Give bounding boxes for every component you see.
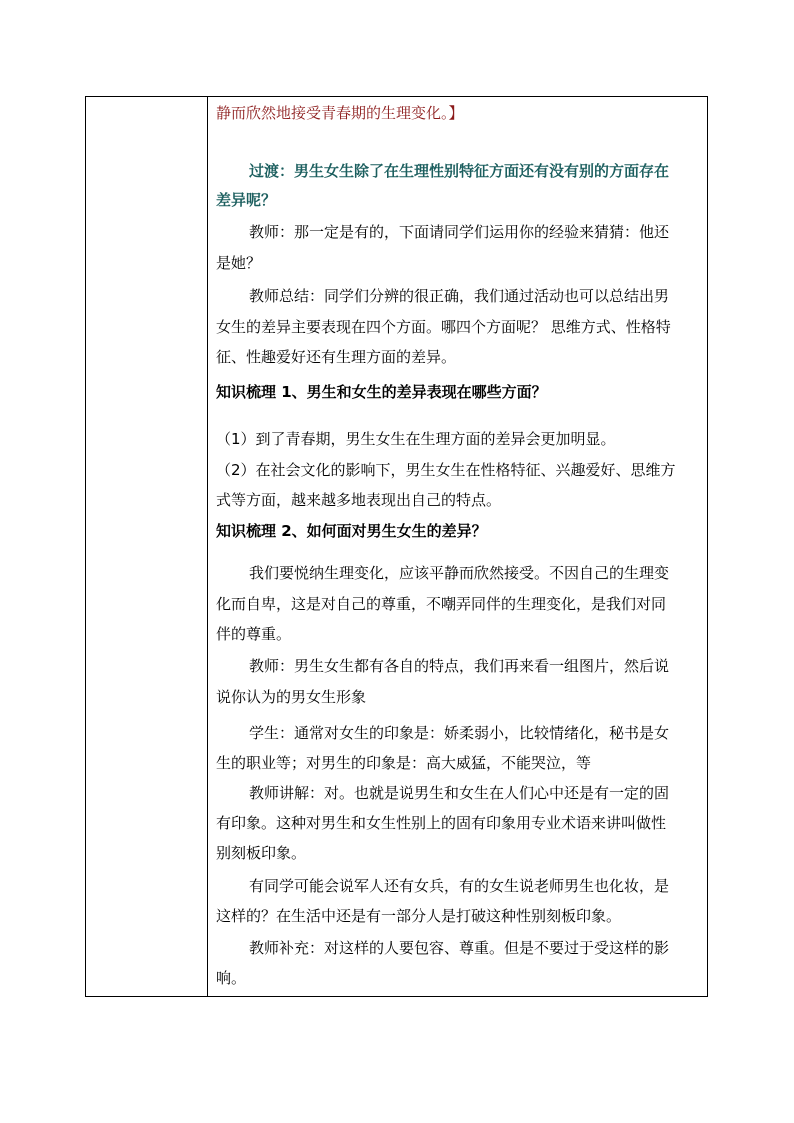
text-line: 有同学可能会说军人还有女兵，有的女生说老师男生也化妆，是 bbox=[249, 877, 670, 895]
text-line: 响。 bbox=[216, 969, 247, 987]
section-heading: 知识梳理 2、如何面对男生女生的差异？ bbox=[216, 522, 487, 540]
text-line: 我们要悦纳生理变化，应该平静而欣然接受。不因自己的生理变 bbox=[249, 564, 670, 582]
text-line: 教师总结：同学们分辨的很正确，我们通过活动也可以总结出男 bbox=[249, 287, 670, 305]
text-line: 生的职业等；对男生的印象是：高大威猛，不能哭泣，等 bbox=[216, 754, 592, 772]
text-line: 说你认为的男女生形象 bbox=[216, 688, 367, 706]
transition-line: 差异呢？ bbox=[216, 191, 277, 209]
text-line: 教师：那一定是有的，下面请同学们运用你的经验来猜猜：他还 bbox=[249, 223, 670, 241]
text-line: 女生的差异主要表现在四个方面。哪四个方面呢？ 思维方式、性格特 bbox=[216, 318, 671, 336]
text-line: 式等方面，越来越多地表现出自己的特点。 bbox=[216, 491, 502, 509]
text-line: （1）到了青春期，男生女生在生理方面的差异会更加明显。 bbox=[216, 430, 616, 448]
lesson-table bbox=[85, 96, 708, 997]
text-line: 化而自卑，这是对自己的尊重，不嘲弄同伴的生理变化，是我们对同 bbox=[216, 595, 667, 613]
text-line: 伴的尊重。 bbox=[216, 625, 292, 643]
text-line: 教师：男生女生都有各自的特点，我们再来看一组图片，然后说 bbox=[249, 657, 670, 675]
text-line: 教师讲解：对。也就是说男生和女生在人们心中还是有一定的固 bbox=[249, 784, 670, 802]
text-line: 有印象。这种对男生和女生性别上的固有印象用专业术语来讲叫做性 bbox=[216, 814, 667, 832]
text-line: 是她？ bbox=[216, 254, 262, 272]
text-line: 别刻板印象。 bbox=[216, 844, 307, 862]
text-line: 教师补充：对这样的人要包容、尊重。但是不要过于受这样的影 bbox=[249, 939, 670, 957]
text-line: 这样的？在生活中还是有一部分人是打破这种性别刻板印象。 bbox=[216, 907, 622, 925]
column-divider bbox=[207, 97, 208, 996]
section-heading: 知识梳理 1、男生和女生的差异表现在哪些方面？ bbox=[216, 383, 547, 401]
text-line: 学生：通常对女生的印象是：娇柔弱小，比较情绪化，秘书是女 bbox=[249, 724, 670, 742]
transition-line: 过渡：男生女生除了在生理性别特征方面还有没有别的方面存在 bbox=[249, 162, 670, 180]
text-line: 静而欣然地接受青春期的生理变化。】 bbox=[216, 104, 464, 122]
text-line: （2）在社会文化的影响下，男生女生在性格特征、兴趣爱好、思维方 bbox=[216, 461, 676, 479]
text-line: 征、性趣爱好还有生理方面的差异。 bbox=[216, 348, 457, 366]
